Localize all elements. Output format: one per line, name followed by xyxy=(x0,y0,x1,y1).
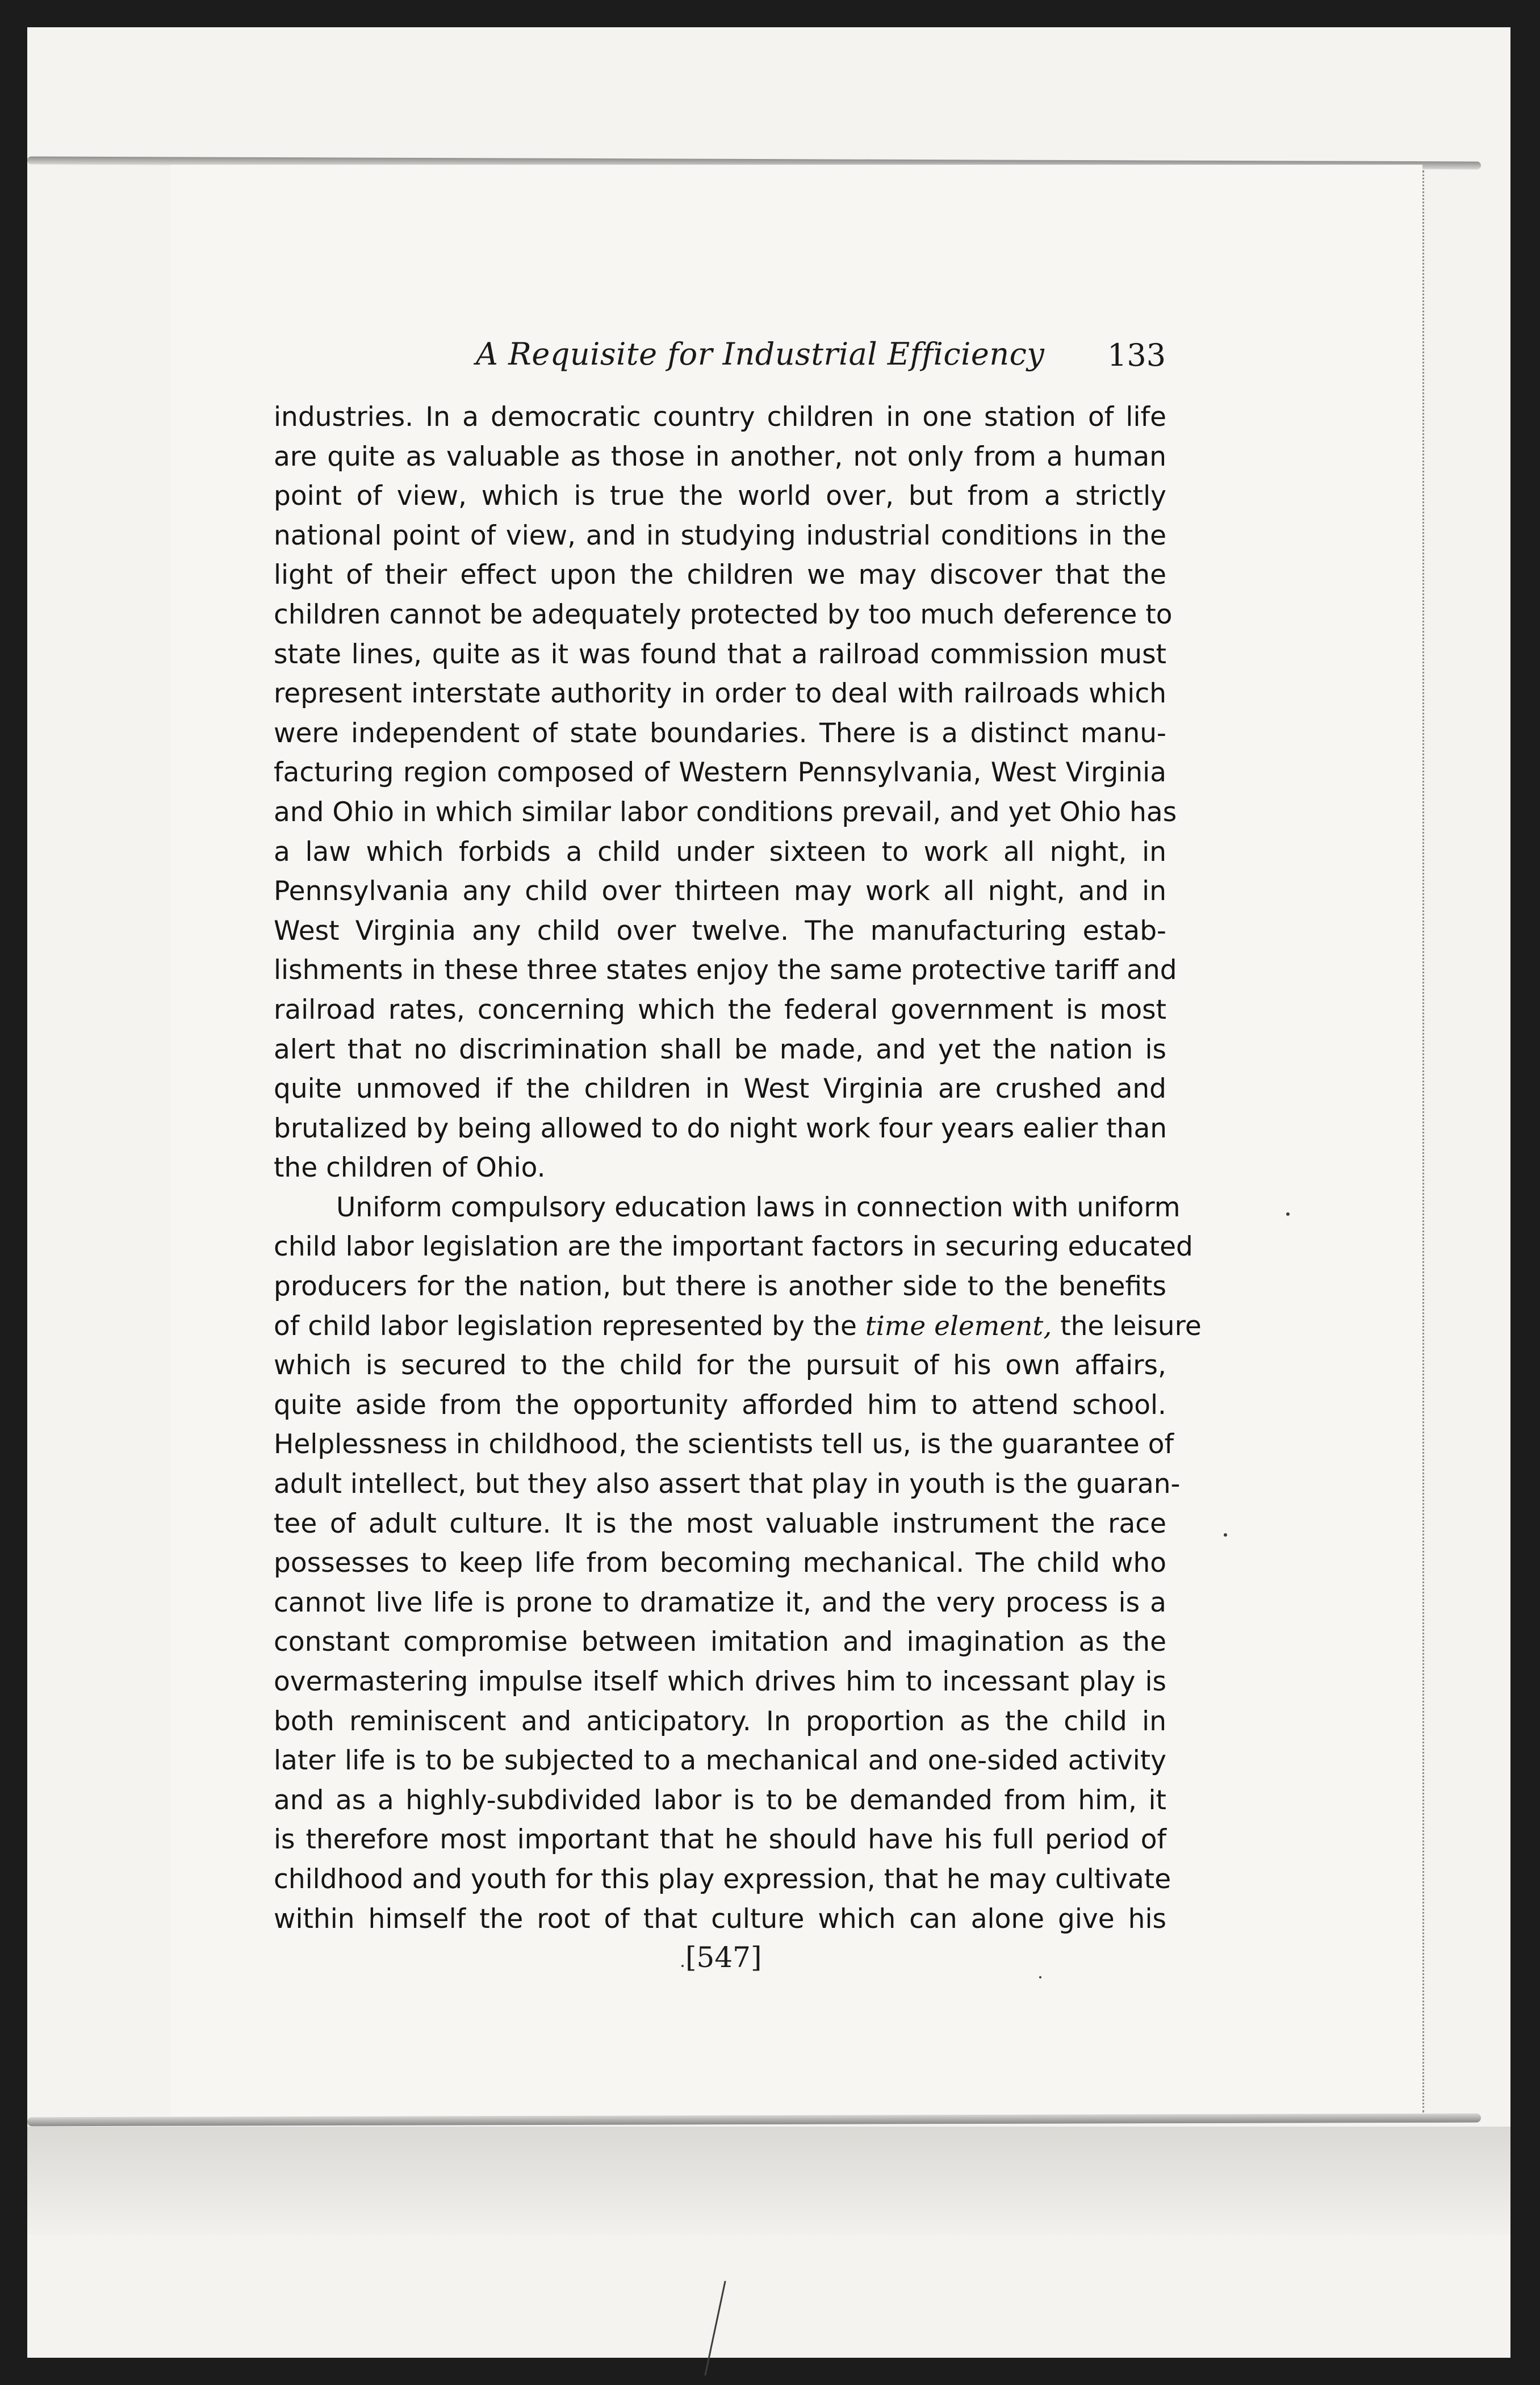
italic-phrase: time element, xyxy=(865,1310,1052,1342)
text-line: is therefore most important that he should have his full period of xyxy=(274,1824,1166,1856)
bottom-margin-band xyxy=(27,2127,1510,2235)
ink-speck xyxy=(1286,1212,1290,1216)
ink-speck xyxy=(1039,1976,1041,1978)
text-line: later life is to be subjected to a mechanical and one-sided activity xyxy=(274,1745,1166,1777)
text-line: state lines, quite as it was found that a railroad commission must xyxy=(274,638,1166,670)
text-line: alert that no discrimination shall be made, and yet the nation is xyxy=(274,1034,1166,1065)
ink-speck xyxy=(1224,1533,1227,1537)
page-number: 133 xyxy=(1107,337,1166,373)
text-line: and Ohio in which similar labor conditions prevail, and yet Ohio has xyxy=(274,796,1177,828)
text-segment: the leisure xyxy=(1052,1310,1202,1342)
text-line: railroad rates, concerning which the federal government is most xyxy=(274,994,1166,1026)
text-line: overmastering impulse itself which drives him to incessant play is xyxy=(274,1666,1166,1697)
text-line: light of their effect upon the children we may discover that the xyxy=(274,559,1166,591)
folio-number: [547] xyxy=(685,1941,762,1974)
text-line: point of view, which is true the world over, but from a strictly xyxy=(274,480,1166,512)
page-right-edge xyxy=(1422,170,1428,2112)
text-line: adult intellect, but they also assert that play in youth is the guaran- xyxy=(274,1468,1181,1500)
text-line: represent interstate authority in order to deal with railroads which xyxy=(274,678,1166,710)
text-line: were independent of state boundaries. There is a distinct manu- xyxy=(274,717,1166,749)
text-line: Pennsylvania any child over thirteen may work all night, and in xyxy=(274,876,1166,907)
text-line: childhood and youth for this play expression, that he may cultivate xyxy=(274,1863,1171,1895)
text-line: constant compromise between imitation and imagination as the xyxy=(274,1626,1166,1658)
body-text xyxy=(274,398,1202,1939)
text-line: a law which forbids a child under sixteen to work all night, in xyxy=(274,836,1166,868)
text-line: which is secured to the child for the pursuit of his own affairs, xyxy=(274,1350,1166,1382)
text-line: brutalized by being allowed to do night work four years ealier than xyxy=(274,1112,1167,1144)
text-line: West Virginia any child over twelve. The manufacturing estab- xyxy=(274,915,1166,947)
ink-speck xyxy=(681,1965,684,1967)
text-line xyxy=(274,1307,1202,1346)
text-line: quite aside from the opportunity afforded him to attend school. xyxy=(274,1389,1166,1421)
text-line: lishments in these three states enjoy the same protective tariff and xyxy=(274,955,1177,986)
running-head: A Requisite for Industrial Efficiency xyxy=(476,336,1045,372)
text-line: quite unmoved if the children in West Virginia are crushed and xyxy=(274,1073,1166,1105)
text-line: Helplessness in childhood, the scientists tell us, is the guarantee of xyxy=(274,1429,1174,1461)
text-line: facturing region composed of Western Pennsylvania, West Virginia xyxy=(274,757,1166,789)
text-line: within himself the root of that culture which can alone give his xyxy=(274,1903,1166,1935)
text-line: children cannot be adequately protected by too much deference to xyxy=(274,599,1173,630)
text-line: child labor legislation are the important factors in securing educated xyxy=(274,1231,1193,1263)
text-line: Uniform compulsory education laws in connection with uniform xyxy=(336,1191,1181,1223)
text-line: tee of adult culture. It is the most valuable instrument the race xyxy=(274,1508,1166,1539)
text-line: are quite as valuable as those in another, not only from a human xyxy=(274,441,1166,472)
text-line: industries. In a democratic country children in one station of life xyxy=(274,401,1166,433)
text-segment: of child labor legislation represented by the xyxy=(274,1310,865,1342)
text-line: producers for the nation, but there is another side to the benefits xyxy=(274,1271,1166,1303)
text-line: cannot live life is prone to dramatize it, and the very process is a xyxy=(274,1587,1166,1618)
text-line: possesses to keep life from becoming mechanical. The child who xyxy=(274,1547,1166,1579)
text-line: the children of Ohio. xyxy=(274,1152,546,1184)
text-line: and as a highly-subdivided labor is to be demanded from him, it xyxy=(274,1784,1166,1816)
text-line: national point of view, and in studying industrial conditions in the xyxy=(274,520,1166,551)
text-line: both reminiscent and anticipatory. In proportion as the child in xyxy=(274,1705,1166,1737)
